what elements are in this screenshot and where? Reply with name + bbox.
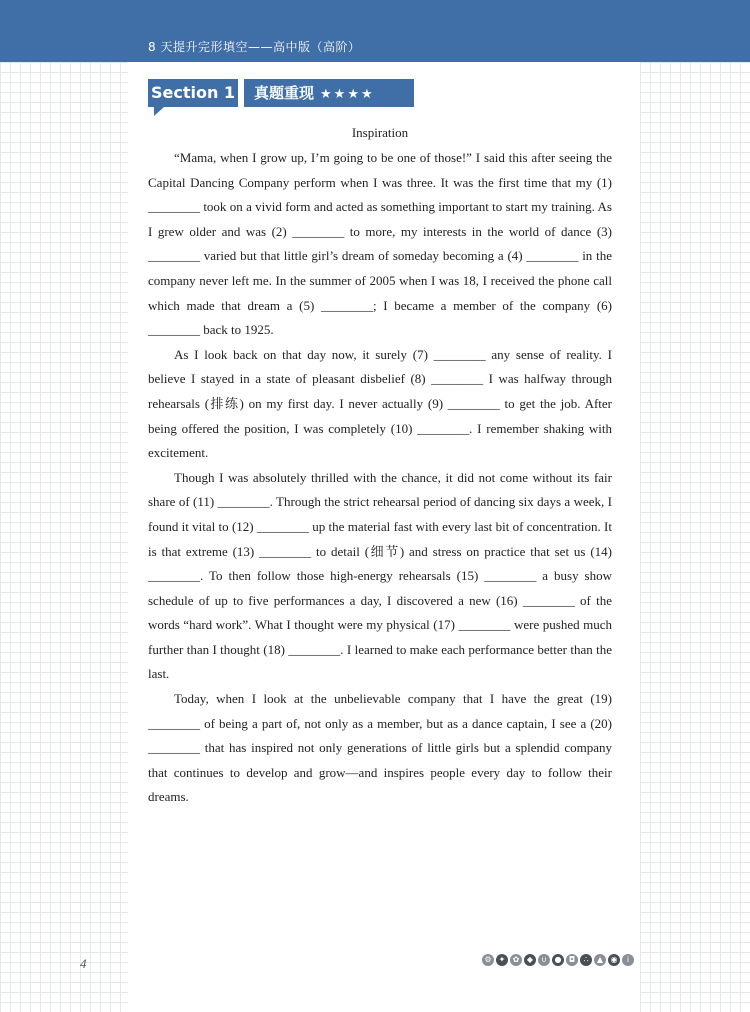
paragraph: “Mama, when I grow up, I’m going to be one of those!” I said this after seeing the Capital Dancing Company perform when I was three. It was the first time that my (1) ________ took on a vivid form and acted as something important to start my training. As I grew older and was (2) ________ to more, my interests in the world of dance (3) ________ varied but that little girl’s dream of someday becoming a (4) ________ in the company never left me. In the summer of 2005 when I was 18, I received the phone call which made that dream a (5) ________; I became a member of the company (6) ________ back to 1925.: [148, 150, 612, 338]
puzzle-icon: ◆: [524, 954, 536, 966]
info-icon: ⅰ: [622, 954, 634, 966]
page-number: 4: [80, 956, 87, 971]
footer-icon-strip: [482, 954, 634, 970]
flower-icon: ✿: [510, 954, 522, 966]
grid-margin-right: [640, 62, 750, 1012]
passage-body: [148, 146, 612, 810]
dots-icon: ∴: [580, 954, 592, 966]
paragraph: Today, when I look at the unbelievable company that I have the great (19) ________ of being a part of, not only as a member, but as a dance captain, I see a (20) ________ that has inspired not only generations of little girls but a splendid company that continues to develop and grow—and inspires people every day to follow their dreams.: [148, 691, 612, 805]
grid-margin-left: [0, 62, 128, 1012]
pin-icon: ✦: [496, 954, 508, 966]
paragraph: Though I was absolutely thrilled with the chance, it did not come without its fair share of (11) ________. Through the strict rehearsal period of dancing six days a week, I found it vital to (12) ________ up the material fast with every last bit of concentration. It is that extreme (13) ________ to detail (细节) and stress on practice that set us (14) ________. To then follow those high-energy rehearsals (15) ________ a busy show schedule of up to five performances a day, I discovered a new (16) ________ of the words “hard work”. What I thought were my physical (17) ________ were pushed much further than I thought (18) ________. I learned to make each performance better than the last.: [148, 469, 612, 682]
hook-icon: ∪: [538, 954, 550, 966]
passage-title: Inspiration: [351, 125, 409, 140]
spiral-icon: ◉: [608, 954, 620, 966]
magnet-icon: ●: [552, 954, 564, 966]
header-bar: [0, 0, 750, 62]
gear-icon: ⚙: [482, 954, 494, 966]
section-tag: Section 1: [148, 79, 238, 107]
cup-icon: ◘: [566, 954, 578, 966]
paragraph: As I look back on that day now, it surely (7) ________ any sense of reality. I believe I stayed in a state of pleasant disbelief (8) ________ I was halfway through rehearsals (排练) on my first day. I never actually (9) ________ to get the job. After being offered the position, I was completely (10) ________. I remember shaking with excitement.: [148, 346, 612, 461]
book-title: 8 天提升完形填空——高中版（高阶）: [148, 40, 361, 54]
section-subtitle: 真题重现: [254, 84, 315, 102]
section-tag-tail: [154, 107, 164, 116]
section-subtitle-box: [244, 79, 414, 107]
flag-icon: ▲: [594, 954, 606, 966]
difficulty-stars: ★★★★: [320, 87, 375, 102]
